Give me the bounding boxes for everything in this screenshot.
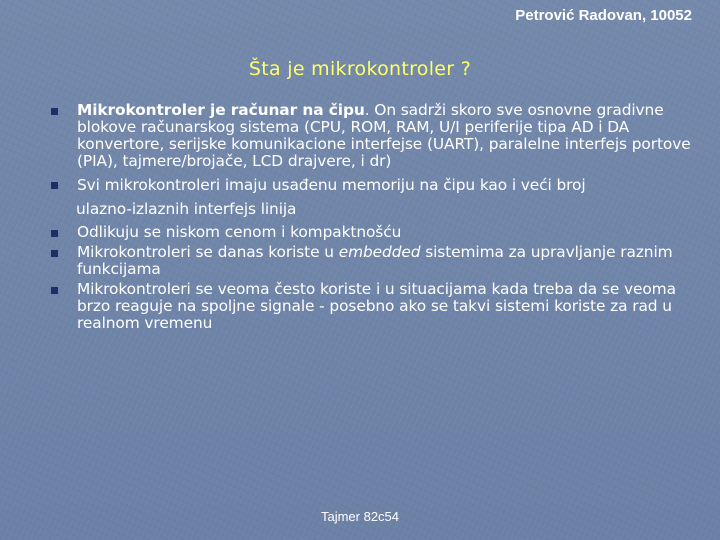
bullet-item-memory xyxy=(46,173,696,221)
bullet-text: . On sadrži skoro sve osnovne gradivne blokove računarskog sistema (CPU, ROM, RAM, U/I periferije tipa AD i DA konvertore, serijske komunikacione interfejse (UART), paralelne interfejs portove (PIA), tajmere/brojače, LCD drajvere, i dr) xyxy=(77,101,691,170)
bullet-list xyxy=(46,102,696,332)
bullet-text: sistemima za upravljanje raznim funkcijama xyxy=(77,243,673,278)
square-bullet-icon xyxy=(51,250,58,257)
slide-title: Šta je mikrokontroler ? xyxy=(248,58,472,80)
bullet-italic-text: embedded xyxy=(338,243,421,261)
bullet-bold-text: Mikrokontroler je računar na čipu xyxy=(77,101,365,119)
bullet-text: Mikrokontroleri se danas koriste u xyxy=(77,243,339,261)
bullet-item-cost xyxy=(46,224,696,241)
bullet-item-embedded xyxy=(46,244,696,278)
bullet-text-line-1: Svi mikrokontroleri imaju usađenu memoriju na čipu kao i veći broj xyxy=(77,176,586,194)
square-bullet-icon xyxy=(51,108,58,115)
square-bullet-icon xyxy=(51,287,58,294)
bullet-text-line-2: ulazno-izlaznih interfejs linija xyxy=(76,200,297,218)
square-bullet-icon xyxy=(51,230,58,237)
author-header: Petrović Radovan, 10052 xyxy=(515,7,692,24)
square-bullet-icon xyxy=(51,182,58,189)
slide-footer: Tajmer 82c54 xyxy=(320,509,400,524)
bullet-text: Mikrokontroleri se veoma često koriste i u situacijama kada treba da se veoma brzo reaguje na spoljne signale - posebno ako se takvi sistemi koriste za rad u realnom vremenu xyxy=(77,280,676,332)
bullet-item-realtime xyxy=(46,281,696,332)
bullet-text: Odlikuju se niskom cenom i kompaktnošću xyxy=(77,223,402,241)
bullet-item-definition xyxy=(46,102,696,170)
